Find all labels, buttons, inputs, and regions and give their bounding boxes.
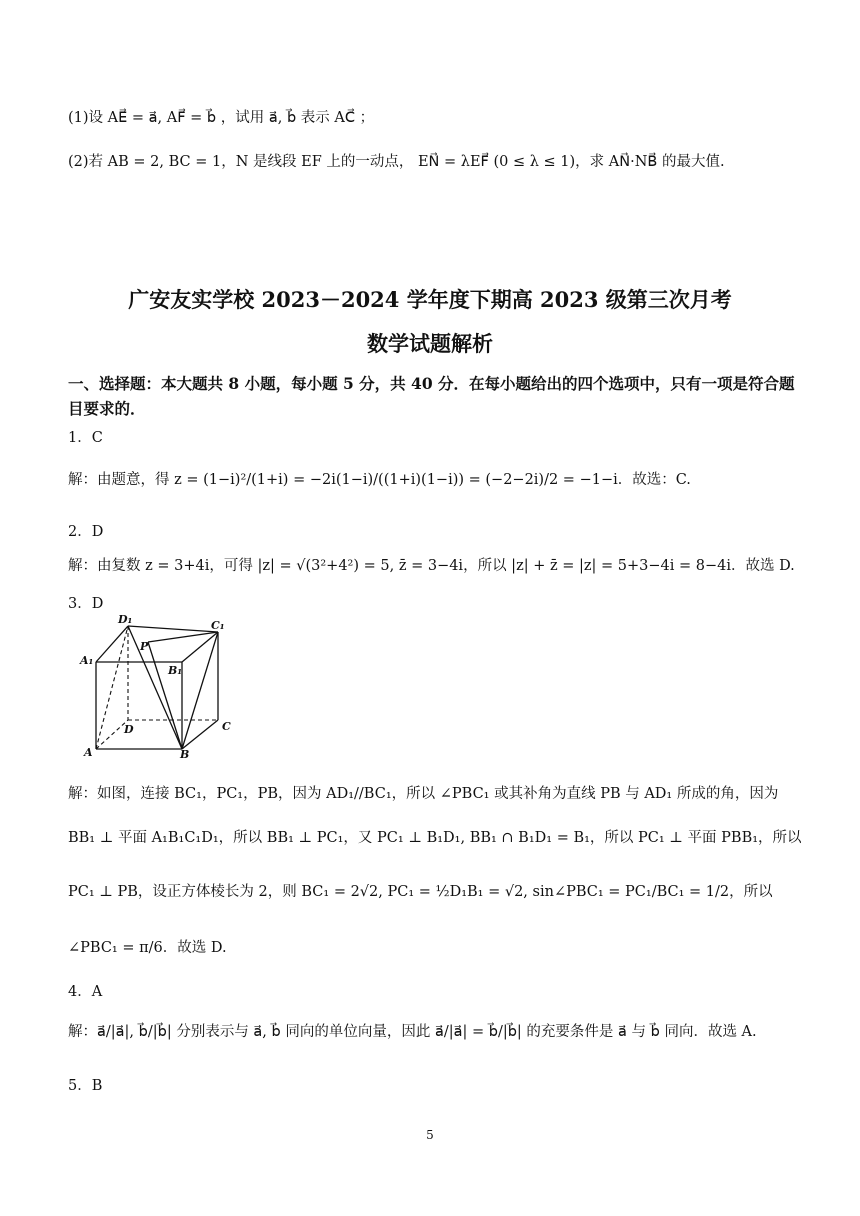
answer-label-5: 5．B (68, 1078, 103, 1094)
vertex-A1: A₁ (80, 654, 94, 667)
problem-part2: (2)若 AB = 2, BC = 1，N 是线段 EF 上的一动点， EN⃗ = λEF⃗ (0 ≤ λ ≤ 1)，求 AN⃗·NB⃗ 的最大值. (68, 154, 725, 170)
solution-4-line: 解：a⃗/|a⃗|, b⃗/|b⃗| 分别表示与 a⃗, b⃗ 同向的单位向量，因此 a⃗/|a⃗| = b⃗/|b⃗| 的充要条件是 a⃗ 与 b⃗ 同向．故选 A. (68, 1024, 757, 1040)
vertex-B1: B₁ (168, 664, 183, 677)
vertex-B: B (180, 748, 190, 758)
page-number: 5 (426, 1128, 434, 1142)
vertex-C: C (222, 720, 231, 733)
answer-label-2: 2．D (68, 524, 104, 540)
page-subtitle: 数学试题解析 (367, 331, 493, 356)
solution-2-line: 解：由复数 z = 3+4i，可得 |z| = √(3²+4²) = 5, z̄ = 3−4i，所以 |z| + z̄ = |z| = 5+3−4i = 8−4i．故选 D. (68, 558, 795, 574)
vertex-P: P (140, 640, 149, 653)
solution-3-line-4: ∠PBC₁ = π/6．故选 D. (68, 940, 227, 956)
solution-3-line-3: PC₁ ⊥ PB，设正方体棱长为 2，则 BC₁ = 2√2, PC₁ = ½D₁B₁ = √2, sin∠PBC₁ = PC₁/BC₁ = 1/2，所以 (68, 884, 773, 900)
answer-label-3: 3．D (68, 596, 104, 612)
vertex-D1: D₁ (118, 613, 133, 626)
solution-3-line-1: 解：如图，连接 BC₁，PC₁，PB，因为 AD₁//BC₁，所以 ∠PBC₁ 或其补角为直线 PB 与 AD₁ 所成的角，因为 (68, 786, 779, 802)
answer-label-4: 4．A (68, 984, 103, 1000)
page-title: 广安友实学校 2023－2024 学年度下期高 2023 级第三次月考 (128, 287, 732, 312)
vertex-C1: C₁ (211, 619, 225, 632)
problem-part1: (1)设 AE⃗ = a⃗, AF⃗ = b⃗ ，试用 a⃗, b⃗ 表示 AC⃗ ； (68, 110, 375, 126)
solution-3-line-2: BB₁ ⊥ 平面 A₁B₁C₁D₁，所以 BB₁ ⊥ PC₁，又 PC₁ ⊥ B₁D₁, BB₁ ∩ B₁D₁ = B₁，所以 PC₁ ⊥ 平面 PBB₁，所以 (68, 830, 802, 846)
section-heading: 一、选择题：本大题共 8 小题，每小题 5 分，共 40 分．在每小题给出的四个选项中，只有一项是符合题目要求的． (68, 374, 795, 418)
vertex-D: D (124, 723, 134, 736)
cube-figure (76, 612, 236, 758)
vertex-A: A (84, 746, 93, 758)
solution-1-line: 解：由题意，得 z = (1−i)²/(1+i) = −2i(1−i)/((1+i)(1−i)) = (−2−2i)/2 = −1−i．故选：C. (68, 472, 691, 488)
answer-label-1: 1．C (68, 430, 103, 446)
